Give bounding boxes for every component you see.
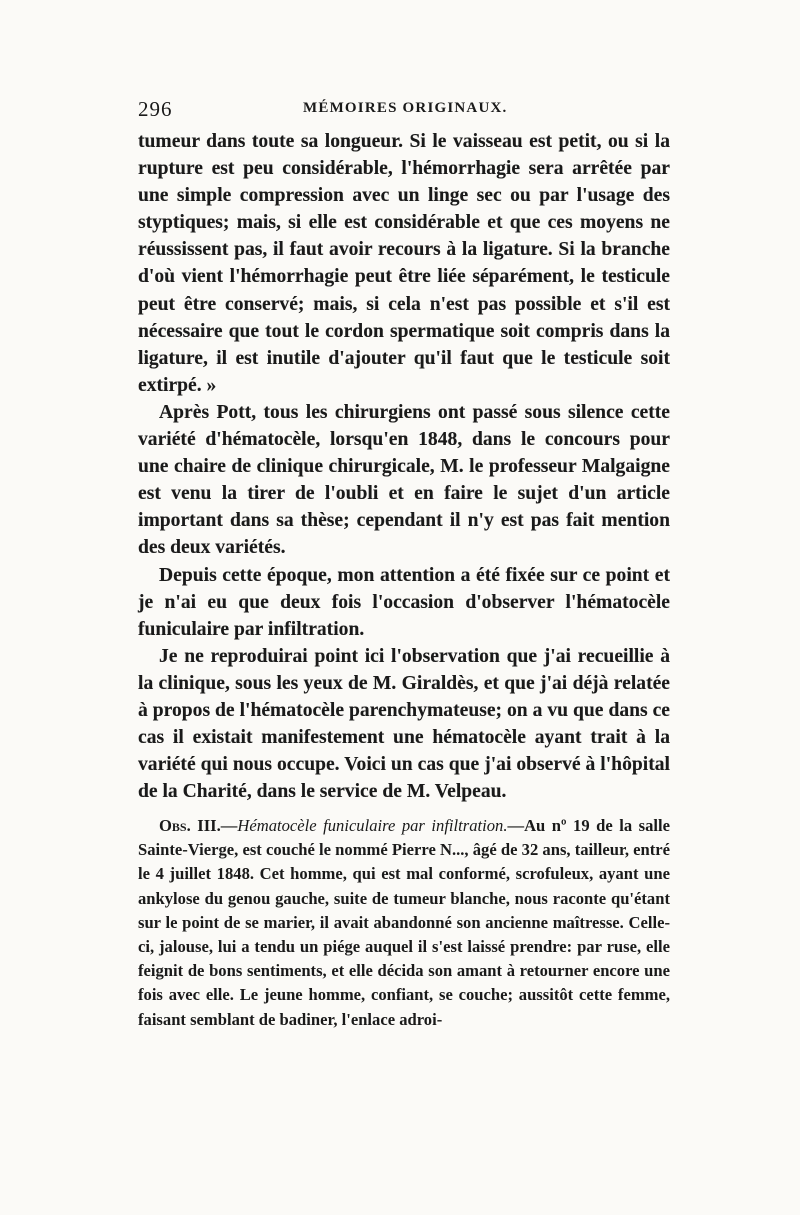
running-title: MÉMOIRES ORIGINAUX. [303, 100, 508, 116]
observation-text: —Au nº 19 de la salle Sainte-Vierge, est couché le nommé Pierre N..., âgé de 32 ans, tailleur, entré le 4 juillet 1848. Cet homme, qui est mal conformé, scrofuleux, ayant une ankylose du genou gauche, suite de tumeur blanche, nous raconte qu'étant sur le point de se marier, il avait abandonné son ancienne maîtresse. Celle-ci, jalouse, lui a tendu un piége auquel il s'est laissé prendre: par ruse, elle feignit de bons sentiments, et elle décida son amant à retourner encore une fois avec elle. Le jeune homme, confiant, se couche; aussitôt cette femme, faisant semblant de badiner, l'enlace adroi- [138, 816, 670, 1029]
paragraph: Je ne reproduirai point ici l'observation que j'ai recueillie à la clinique, sous les yeux de M. Giraldès, et que j'ai déjà relatée à propos de l'hématocèle parenchymateuse; on a vu que dans ce cas il existait manifestement une hématocèle ayant trait à la variété qui nous occupe. Voici un cas que j'ai observé à l'hôpital de la Charité, dans le service de M. Velpeau. [138, 645, 670, 803]
observation-block [138, 814, 670, 1032]
page-header [138, 97, 671, 127]
observation-dash: — [220, 816, 238, 835]
observation-label: Obs. III. [159, 816, 221, 835]
body-text [138, 128, 670, 805]
paragraph-continuation: tumeur dans toute sa longueur. Si le vaisseau est petit, ou si la rupture est peu considérable, l'hémorrhagie sera arrêtée par une simple compression avec un linge sec ou par l'usage des styptiques; mais, si elle est considérable et que ces moyens ne réussissent pas, il faut avoir recours à la ligature. Si la branche d'où vient l'hémorrhagie peut être liée séparément, le testicule peut être conservé; mais, si cela n'est pas possible et s'il est nécessaire que tout le cordon spermatique soit compris dans la ligature, il est inutile d'ajouter qu'il faut que le testicule soit extirpé. » [138, 131, 670, 396]
paragraph: Après Pott, tous les chirurgiens ont passé sous silence cette variété d'hématocèle, lorsqu'en 1848, dans le concours pour une chaire de clinique chirurgicale, M. le professeur Malgaigne est venu la tirer de l'oubli et en faire le sujet d'un article important dans sa thèse; cependant il n'y est pas fait mention des deux variétés. [138, 401, 670, 559]
observation-title: Hématocèle funiculaire par infiltration. [237, 816, 508, 835]
observation-paragraph [138, 814, 670, 1032]
paragraph: Depuis cette époque, mon attention a été fixée sur ce point et je n'ai eu que deux fois l'occasion d'observer l'hématocèle funiculaire par infiltration. [138, 564, 670, 640]
page-number: 296 [138, 97, 173, 121]
